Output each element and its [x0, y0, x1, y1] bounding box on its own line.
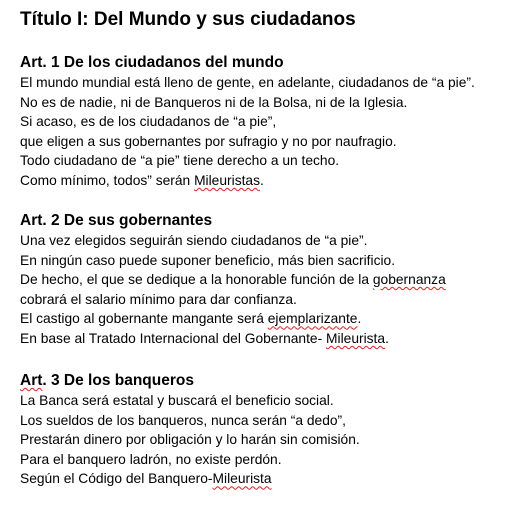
article-1-line-4: que eligen a sus gobernantes por sufragio y no por naufragio. — [20, 133, 397, 149]
article-1-line-6 — [20, 171, 475, 191]
article-3-line-3: Prestarán dinero por obligación y lo harán sin comisión. — [20, 432, 360, 448]
article-2-line-4: cobrará el salario mínimo para dar confianza. — [20, 291, 297, 307]
article-1-line-2: No es de nadie, ni de Banqueros ni de la Bolsa, ni de la Iglesia. — [20, 94, 408, 110]
article-2-line-3 — [20, 270, 446, 290]
article-3-line-5-text: Según el Código del Banquero- — [20, 471, 213, 487]
article-1-line-5: Todo ciudadano de “a pie” tiene derecho a un techo. — [20, 153, 340, 169]
article-1 — [20, 53, 475, 191]
article-3-line-4: Para el banquero ladrón, no existe perdón. — [20, 451, 282, 467]
article-3-line-2: Los sueldos de los banqueros, nunca serán “a dedo”, — [20, 412, 346, 428]
misspelled-word[interactable]: Art — [20, 372, 43, 389]
article-1-line-3: Si acaso, es de los ciudadanos de “a pie”, — [20, 114, 277, 130]
misspelled-word[interactable]: Mileurista — [326, 330, 386, 346]
article-2-line-5-text: El castigo al gobernante mangante será — [20, 311, 268, 327]
document-page — [20, 0, 507, 511]
document-title: Título I: Del Mundo y sus ciudadanos — [20, 9, 356, 30]
article-3-heading — [20, 371, 360, 391]
article-2-line-5 — [20, 309, 446, 329]
article-1-line-1: El mundo mundial está lleno de gente, en adelante, ciudadanos de “a pie”. — [20, 75, 475, 90]
article-3-line-1: La Banca será estatal y buscará el beneficio social. — [20, 393, 334, 408]
article-1-heading: Art. 1 De los ciudadanos del mundo — [20, 54, 284, 71]
article-2 — [20, 211, 446, 349]
article-2-line-6-end: . — [385, 330, 389, 346]
article-2-heading: Art. 2 De sus gobernantes — [20, 212, 213, 229]
misspelled-word[interactable]: Mileuristas — [194, 172, 260, 188]
article-2-line-1: Una vez elegidos seguirán siendo ciudadanos de “a pie”. — [20, 233, 368, 248]
misspelled-word[interactable]: gobernanza — [372, 272, 446, 288]
article-3 — [20, 371, 360, 489]
article-2-line-6 — [20, 329, 446, 349]
article-3-line-5 — [20, 469, 360, 489]
article-3-heading-text: . 3 De los banqueros — [42, 372, 194, 389]
misspelled-word[interactable]: Mileurista — [212, 471, 272, 487]
article-1-line-6-end: . — [260, 172, 264, 188]
article-2-line-6-text: En base al Tratado Internacional del Gobernante- — [20, 330, 327, 346]
article-2-line-2: En ningún caso puede suponer beneficio, más bien sacrificio. — [20, 252, 396, 268]
article-2-line-5-end: . — [357, 311, 362, 327]
article-1-line-6-text: Como mínimo, todos” serán — [20, 172, 195, 188]
article-2-line-3-text: De hecho, el que se dedique a la honorable función de la — [20, 272, 373, 288]
misspelled-word[interactable]: ejemplarizante — [267, 311, 358, 327]
